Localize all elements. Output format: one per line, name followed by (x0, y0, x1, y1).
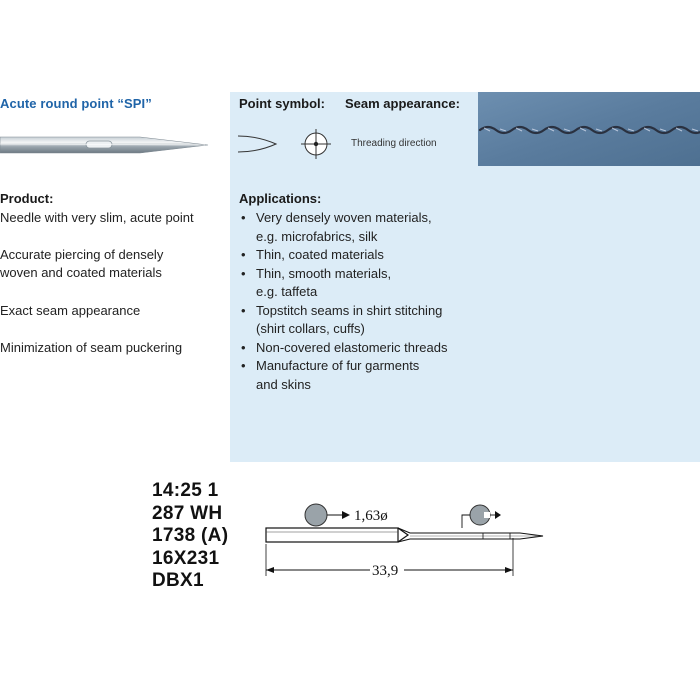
needle-technical-drawing (258, 488, 553, 588)
application-text: Thin, smooth materials, e.g. taffeta (256, 265, 392, 299)
threading-direction-label: Threading direction (351, 138, 437, 149)
product-item: Minimization of seam puckering (0, 340, 183, 355)
application-text: Topstitch seams in shirt stitching (shirt collars, cuffs) (256, 302, 443, 336)
needle-code-list (152, 480, 228, 593)
needle-code: 16X231 (152, 547, 220, 569)
product-item: Accurate piercing of densely (0, 247, 164, 262)
needle-tip-illustration (0, 128, 215, 168)
needle-code: 14:25 1 (152, 480, 219, 501)
seam-photo (478, 92, 700, 166)
application-text: Thin, coated materials (256, 247, 384, 262)
length-dimension: 33,9 (372, 563, 399, 579)
application-item (239, 357, 489, 394)
applications-heading: Applications: (239, 191, 322, 206)
point-symbol-label: Point symbol: (239, 96, 325, 111)
point-symbols (236, 126, 346, 166)
crosshair-icon (301, 129, 331, 159)
product-item: woven and coated materials (0, 265, 162, 280)
needle-code: 1738 (A) (152, 525, 229, 547)
needle-code: 287 WH (152, 502, 223, 524)
application-text: Manufacture of fur garments and skins (256, 358, 420, 392)
needle-code: DBX1 (152, 570, 204, 592)
application-text: Very densely woven materials, e.g. microfabrics, silk (256, 210, 432, 244)
diameter-dimension: 1,63ø (354, 508, 388, 524)
product-item: Needle with very slim, acute point (0, 210, 194, 225)
application-item (239, 209, 489, 246)
product-item: Exact seam appearance (0, 303, 141, 318)
application-item (239, 246, 489, 265)
point-profile-icon (238, 136, 276, 152)
application-text: Non-covered elastomeric threads (256, 339, 448, 355)
applications-list (239, 209, 489, 394)
product-heading: Product: (0, 191, 54, 206)
seam-appearance-label: Seam appearance: (345, 96, 460, 111)
application-item (239, 302, 489, 339)
application-item (239, 265, 489, 302)
point-type-title: Acute round point “SPI” (0, 96, 152, 111)
application-item (239, 339, 489, 358)
